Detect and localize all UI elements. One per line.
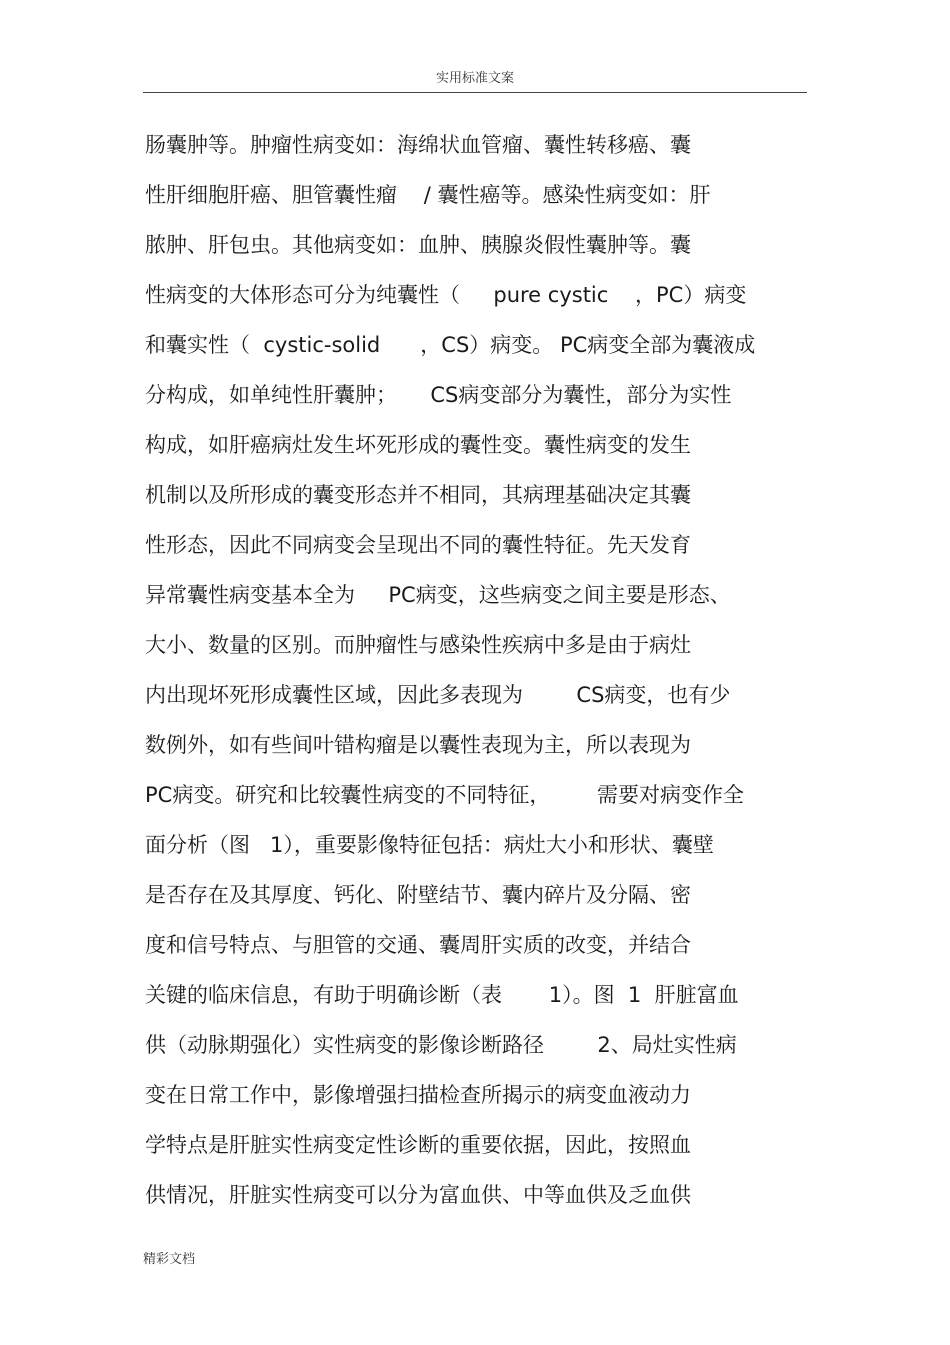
text-line: 面分析（图 1），重要影像特征包括：病灶大小和形状、囊壁 [145, 833, 714, 857]
text-line: 脓肿、肝包虫。其他病变如：血肿、胰腺炎假性囊肿等。囊 [145, 233, 691, 257]
text-line: 度和信号特点、与胆管的交通、囊周肝实质的改变，并结合 [145, 933, 691, 957]
text-line: 数例外，如有些间叶错构瘤是以囊性表现为主，所以表现为 [145, 733, 691, 757]
text-line: 性肝细胞肝癌、胆管囊性瘤 / 囊性癌等。感染性病变如：肝 [145, 183, 711, 207]
text-line: 和囊实性（ cystic-solid ，CS）病变。 PC病变全部为囊液成 [145, 333, 756, 357]
text-line: 关键的临床信息，有助于明确诊断（表 1）。图 1 肝脏富血 [145, 983, 739, 1007]
text-line: 性形态，因此不同病变会呈现出不同的囊性特征。先天发育 [145, 533, 691, 557]
text-line: 学特点是肝脏实性病变定性诊断的重要依据，因此，按照血 [145, 1133, 691, 1157]
text-line: 异常囊性病变基本全为 PC病变，这些病变之间主要是形态、 [145, 583, 731, 607]
text-line: 供情况，肝脏实性病变可以分为富血供、中等血供及乏血供 [145, 1183, 691, 1207]
text-line: 内出现坏死形成囊性区域，因此多表现为 CS病变，也有少 [145, 683, 731, 707]
text-line: 肠囊肿等。肿瘤性病变如：海绵状血管瘤、囊性转移癌、囊 [145, 133, 691, 157]
text-line: 是否存在及其厚度、钙化、附壁结节、囊内碎片及分隔、密 [145, 883, 691, 907]
text-line: 大小、数量的区别。而肿瘤性与感染性疾病中多是由于病灶 [145, 633, 691, 657]
body-text [145, 120, 805, 1220]
text-line: 性病变的大体形态可分为纯囊性（ pure cystic ，PC）病变 [145, 283, 747, 307]
header-divider [143, 92, 807, 93]
page-footer: 精彩文档 [143, 1252, 196, 1267]
text-line: 变在日常工作中，影像增强扫描检查所揭示的病变血液动力 [145, 1083, 691, 1107]
text-line: PC病变。研究和比较囊性病变的不同特征， 需要对病变作全 [145, 783, 745, 807]
text-line: 机制以及所形成的囊变形态并不相同，其病理基础决定其囊 [145, 483, 691, 507]
page-header: 实用标准文案 [435, 71, 514, 86]
text-line: 分构成，如单纯性肝囊肿； CS病变部分为囊性，部分为实性 [145, 383, 732, 407]
text-line: 供（动脉期强化）实性病变的影像诊断路径 2、局灶实性病 [145, 1033, 737, 1057]
text-line: 构成，如肝癌病灶发生坏死形成的囊性变。囊性病变的发生 [145, 433, 691, 457]
